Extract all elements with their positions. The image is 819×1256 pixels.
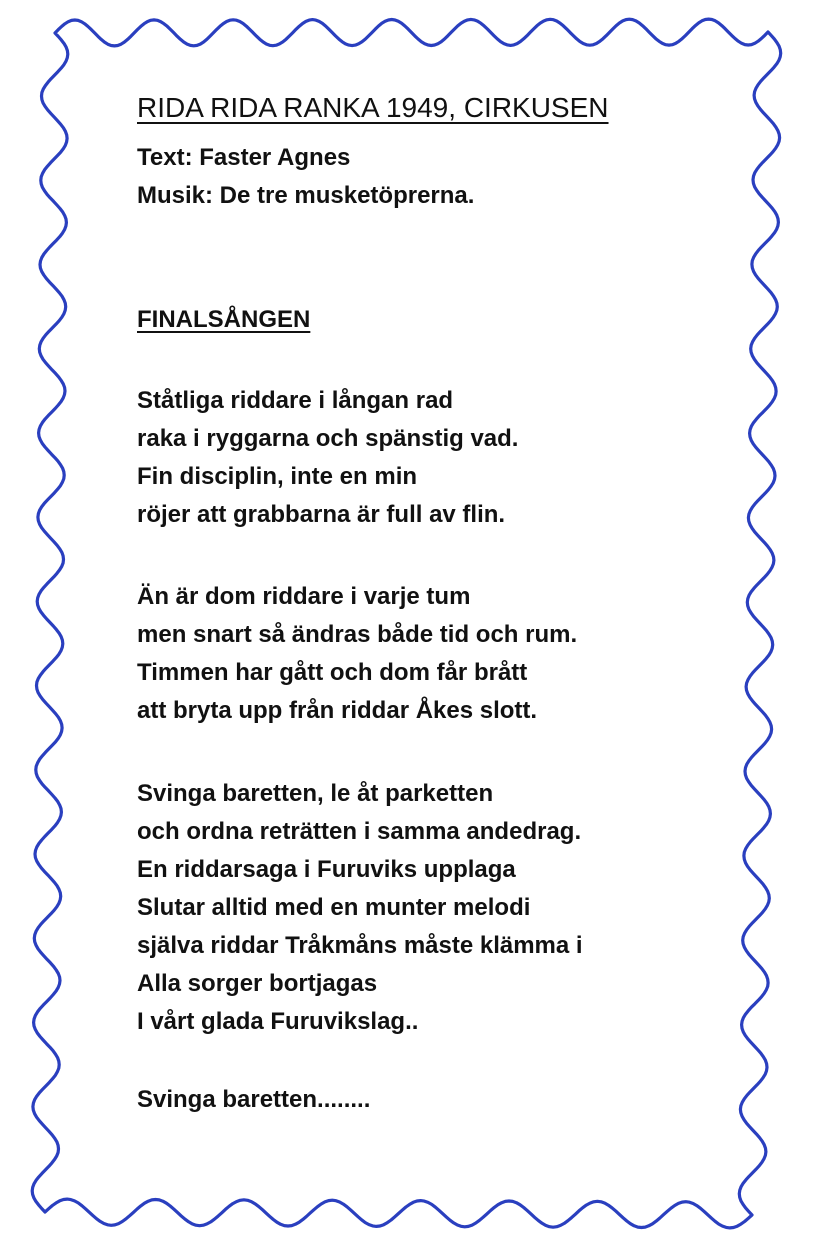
credit-text: Text: Faster Agnes (137, 144, 351, 171)
verse-3-line-5: själva riddar Tråkmåns måste klämma i (137, 932, 583, 959)
credit-music: Musik: De tre musketöprerna. (137, 182, 475, 209)
verse-3-line-6: Alla sorger bortjagas (137, 970, 378, 997)
verse-1-line-4: röjer att grabbarna är full av flin. (137, 501, 506, 528)
verse-2-line-2: men snart så ändras både tid och rum. (137, 621, 578, 648)
verse-1-line-2: raka i ryggarna och spänstig vad. (137, 425, 519, 452)
verse-3-line-1: Svinga baretten, le åt parketten (137, 780, 494, 807)
verse-4-line-1: Svinga baretten........ (137, 1086, 371, 1113)
verse-3-line-7: I vårt glada Furuvikslag.. (137, 1008, 419, 1035)
verse-2-line-1: Än är dom riddare i varje tum (137, 583, 471, 610)
verse-2-line-3: Timmen har gått och dom får brått (137, 659, 528, 686)
verse-1-line-1: Ståtliga riddare i långan rad (137, 387, 454, 414)
verse-3-line-4: Slutar alltid med en munter melodi (137, 894, 531, 921)
song-title: FINALSÅNGEN (137, 306, 311, 333)
verse-3-line-3: En riddarsaga i Furuviks upplaga (137, 856, 516, 883)
verse-3-line-2: och ordna reträtten i samma andedrag. (137, 818, 582, 845)
document-title: RIDA RIDA RANKA 1949, CIRKUSEN (137, 92, 609, 123)
verse-1-line-3: Fin disciplin, inte en min (137, 463, 418, 490)
verse-2-line-4: att bryta upp från riddar Åkes slott. (137, 697, 538, 724)
